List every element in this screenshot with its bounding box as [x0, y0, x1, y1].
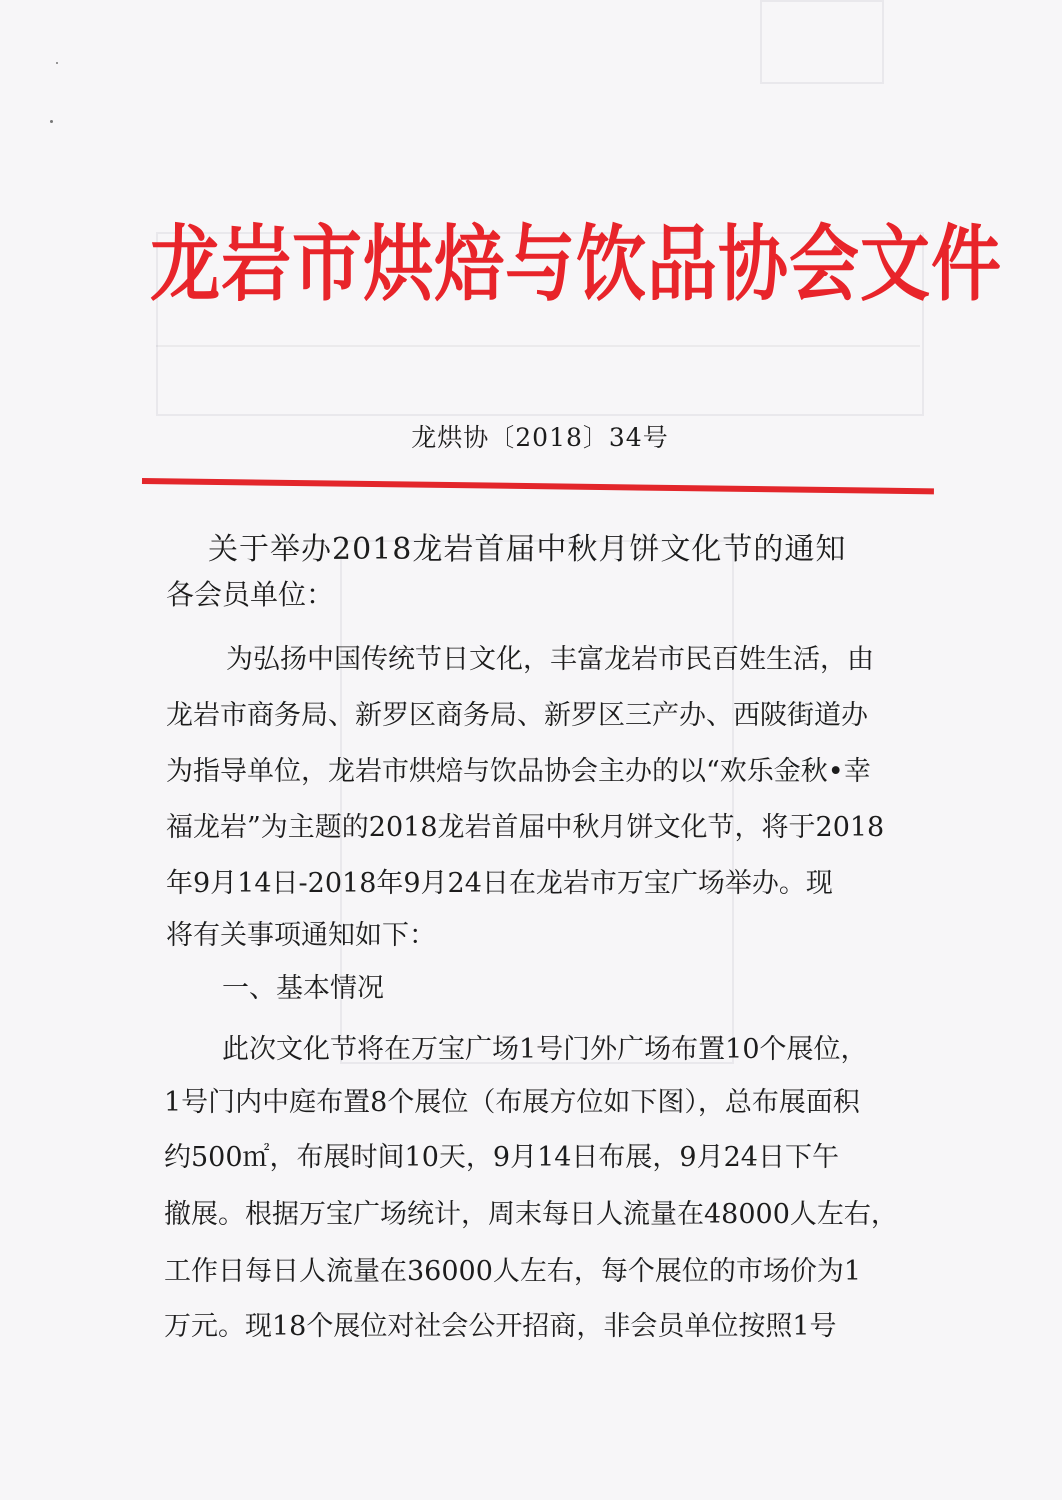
bleed-through-box: [760, 0, 884, 84]
header-title: 龙岩市烘焙与饮品协会文件: [150, 215, 1002, 313]
notice-title: 关于举办2018龙岩首届中秋月饼文化节的通知: [208, 532, 847, 567]
document-number: 龙烘协〔2018〕34号: [411, 423, 669, 452]
section-line: 工作日每日人流量在36000人左右，每个展位的市场价为1: [164, 1256, 862, 1287]
bleed-through-box: [340, 540, 734, 1064]
body-line: 福龙岩”为主题的2018龙岩首届中秋月饼文化节，将于2018: [166, 812, 885, 843]
bleed-through-line: [156, 345, 920, 347]
scan-speck: [50, 120, 53, 123]
section-line: 此次文化节将在万宝广场1号门外广场布置10个展位，: [222, 1034, 868, 1065]
body-line: 将有关事项通知如下：: [166, 920, 436, 951]
section-line: 撤展。根据万宝广场统计，周末每日人流量在48000人左右，: [164, 1199, 898, 1230]
section-line: 约500㎡，布展时间10天，9月14日布展，9月24日下午: [164, 1142, 839, 1173]
body-line: 为指导单位，龙岩市烘焙与饮品协会主办的以“欢乐金秋•幸: [166, 756, 871, 787]
red-divider-rule: [142, 478, 934, 494]
section-line: 万元。现18个展位对社会公开招商，非会员单位按照1号: [164, 1311, 837, 1342]
salutation: 各会员单位：: [166, 578, 335, 611]
body-line: 为弘扬中国传统节日文化，丰富龙岩市民百姓生活，由: [226, 644, 874, 675]
section-heading: 一、基本情况: [222, 973, 384, 1004]
section-line: 1号门内中庭布置8个展位（布展方位如下图），总布展面积: [164, 1087, 860, 1118]
body-line: 年9月14日-2018年9月24日在龙岩市万宝广场举办。现: [166, 868, 833, 899]
body-line: 龙岩市商务局、新罗区商务局、新罗区三产办、西陂街道办: [166, 700, 868, 731]
scan-speck: [56, 62, 58, 64]
